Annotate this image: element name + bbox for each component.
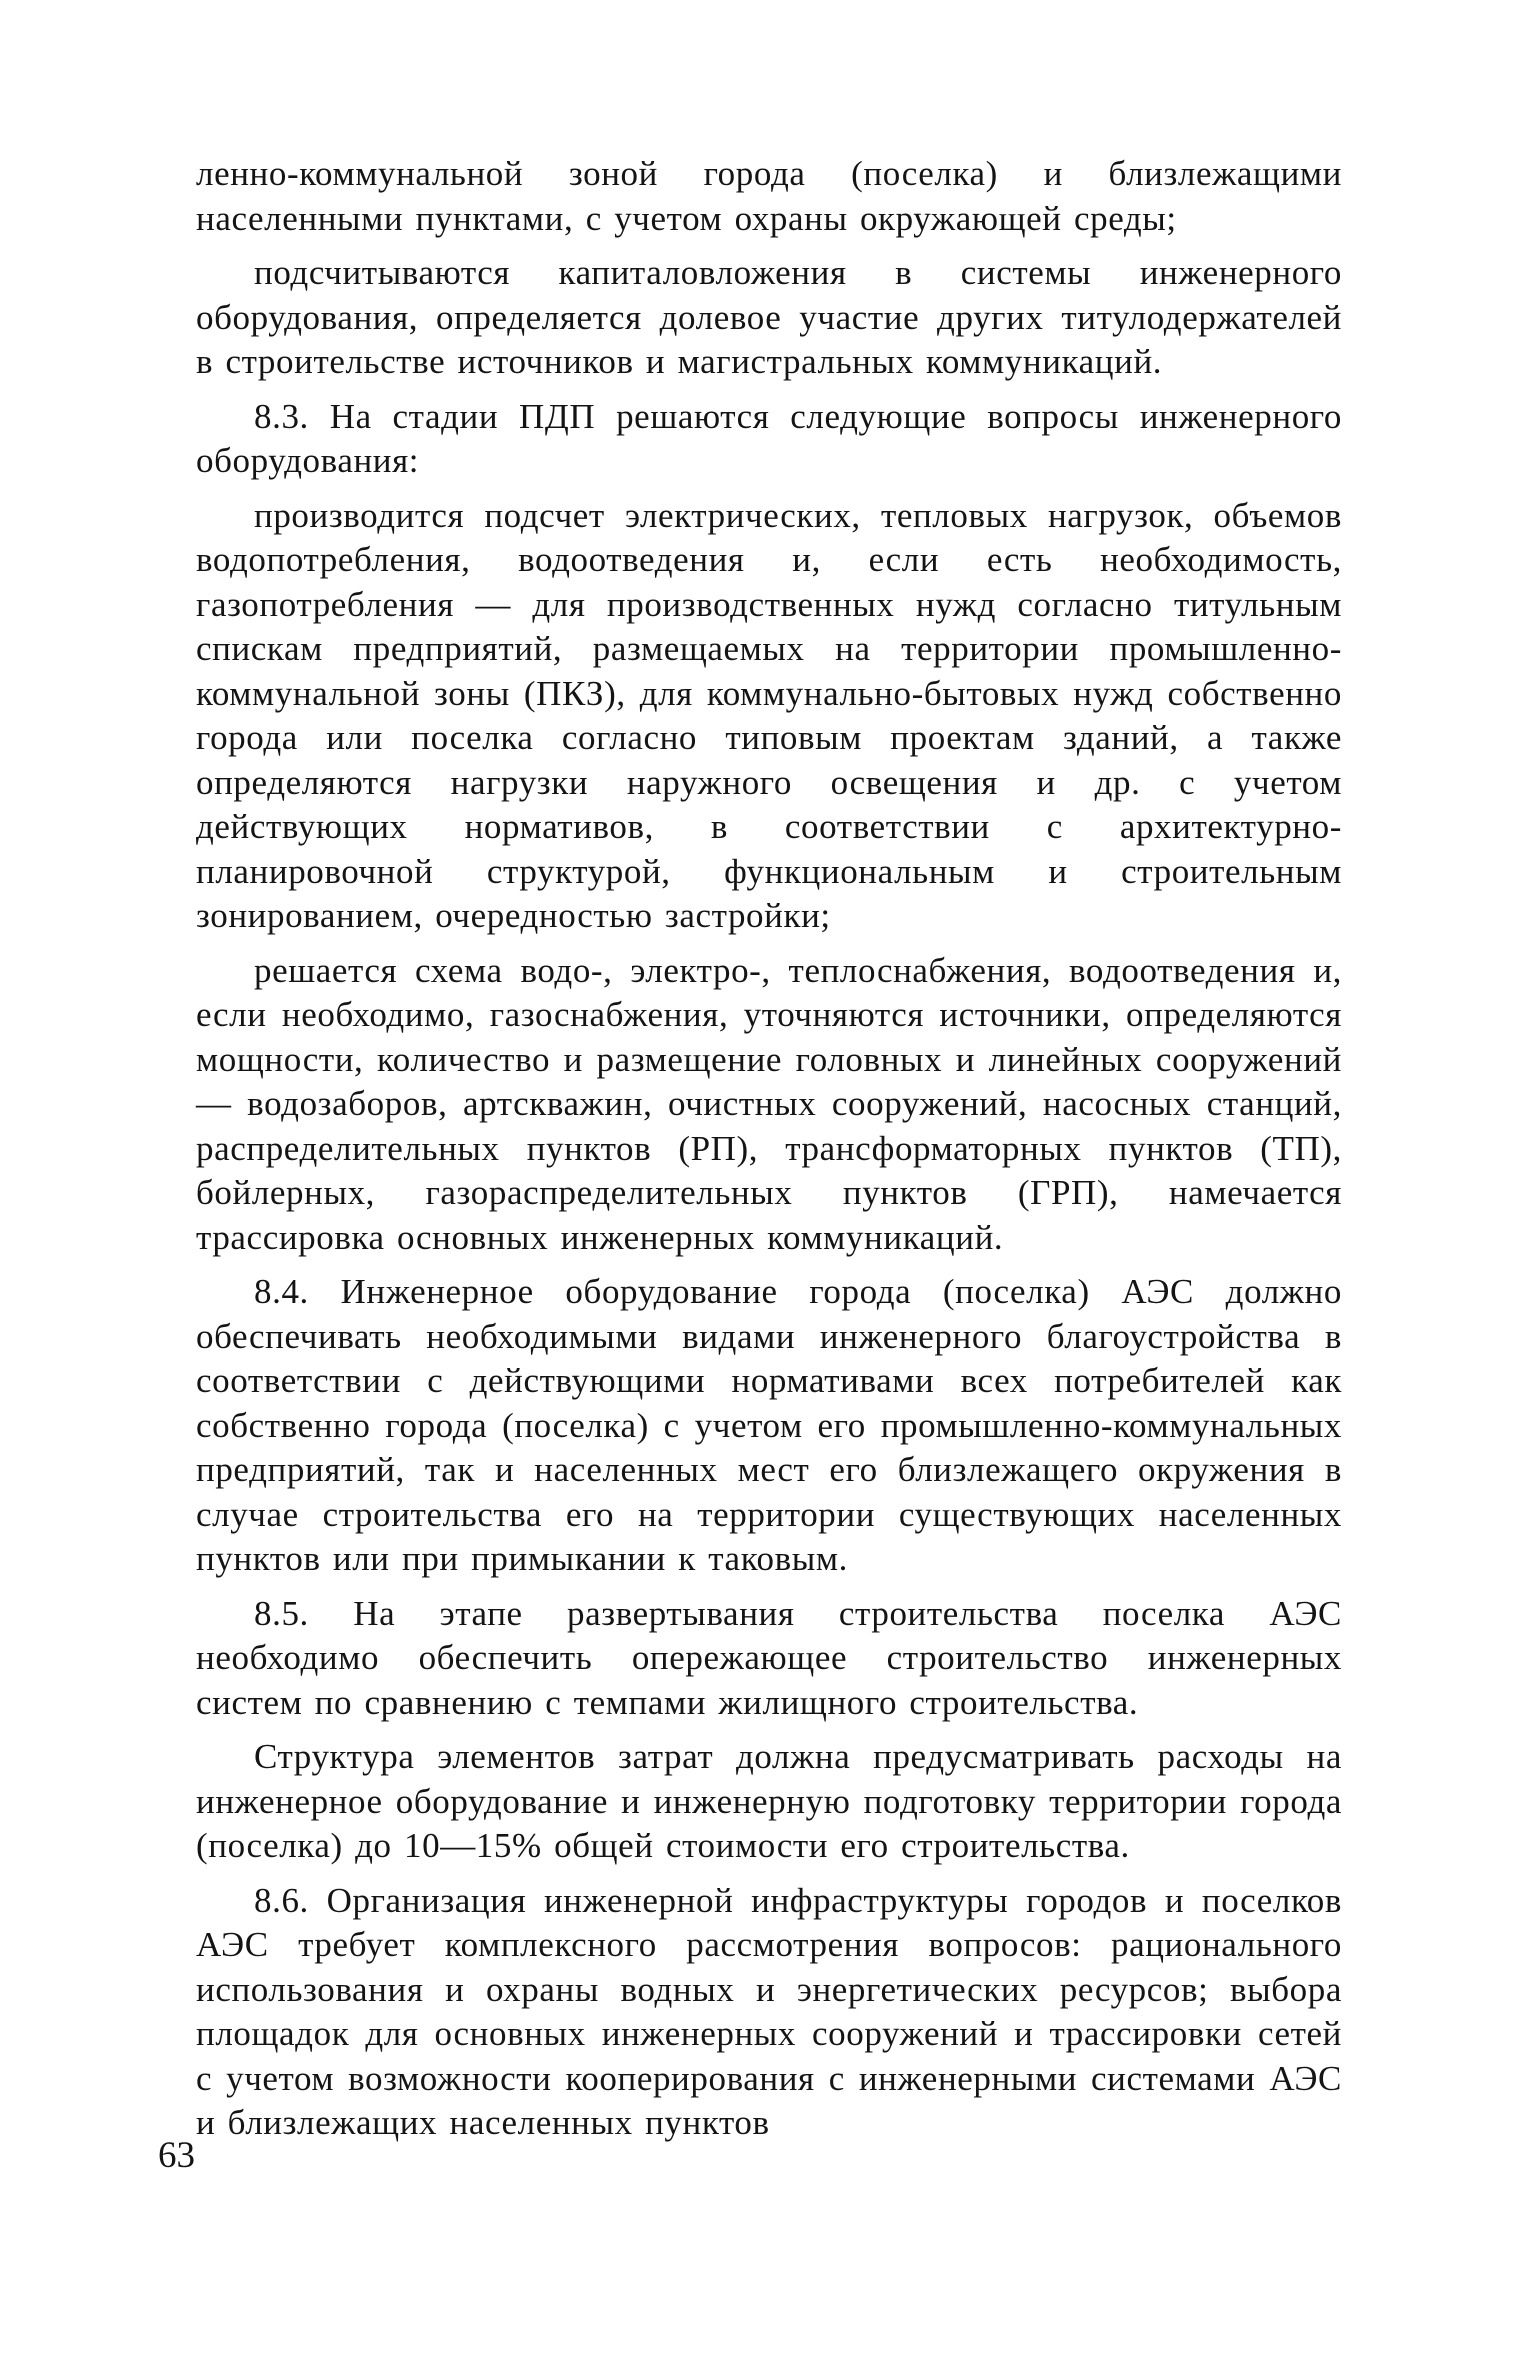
paragraph-8: Структура элементов затрат должна предусматривать расходы на инженерное оборудование и инженерную подготовку территории города (поселка) до 10—15% общей стоимости его строительства. [196, 1737, 1342, 1865]
paragraph-5: решается схема водо-, электро-, теплоснабжения, водоотведения и, если необходимо, газоснабжения, уточняются источники, определяются мощности, количество и размещение головных и линейных сооружений — водозаборов, артскважин, очистных сооружений, насосных станций, распределительных пунктов (РП), трансформаторных пунктов (ТП), бойлерных, газораспределительных пунктов (ГРП), намечается трассировка основных инженерных коммуникаций. [196, 950, 1342, 1257]
paragraph-3: 8.3. На стадии ПДП решаются следующие вопросы инженерного оборудования: [196, 396, 1342, 480]
page-body [196, 152, 1342, 2146]
paragraph-4: производится подсчет электрических, тепловых нагрузок, объемов водопотребления, водоотведения и, если есть необходимость, газопотребления — для производственных нужд согласно титульным спискам предприятий, размещаемых на территории промышленно-коммунальной зоны (ПКЗ), для коммунально-бытовых нужд собственно города или поселка согласно типовым проектам зданий, а также определяются нагрузки наружного освещения и др. с учетом действующих нормативов, в соответствии с архитектурно-планировочной структурой, функциональным и строительным зонированием, очередностью застройки; [196, 495, 1342, 935]
paragraph-1: ленно-коммунальной зоной города (поселка) и близлежащими населенными пунктами, с учетом охраны окружающей среды; [196, 154, 1342, 238]
paragraph-7: 8.5. На этапе развертывания строительства поселка АЭС необходимо обеспечить опережающее строительство инженерных систем по сравнению с темпами жилищного строительства. [196, 1593, 1342, 1722]
paragraph-9: 8.6. Организация инженерной инфраструктуры городов и поселков АЭС требует комплексного рассмотрения вопросов: рационального использования и охраны водных и энергетических ресурсов; выбора площадок для основных инженерных сооружений и трассировки сетей с учетом возможности кооперирования с инженерными системами АЭС и близлежащих населенных пунктов [196, 1880, 1342, 2142]
page-number: 63 [158, 2135, 195, 2176]
paragraph-2: подсчитываются капиталовложения в системы инженерного оборудования, определяется долевое участие других титулодержателей в строительстве источников и магистральных коммуникаций. [196, 253, 1342, 381]
paragraph-6: 8.4. Инженерное оборудование города (поселка) АЭС должно обеспечивать необходимыми видами инженерного благоустройства в соответствии с действующими нормативами всех потребителей как собственно города (поселка) с учетом его промышленно-коммунальных предприятий, так и населенных мест его близлежащего окружения в случае строительства его на территории существующих населенных пунктов или при примыкании к таковым. [196, 1272, 1342, 1578]
